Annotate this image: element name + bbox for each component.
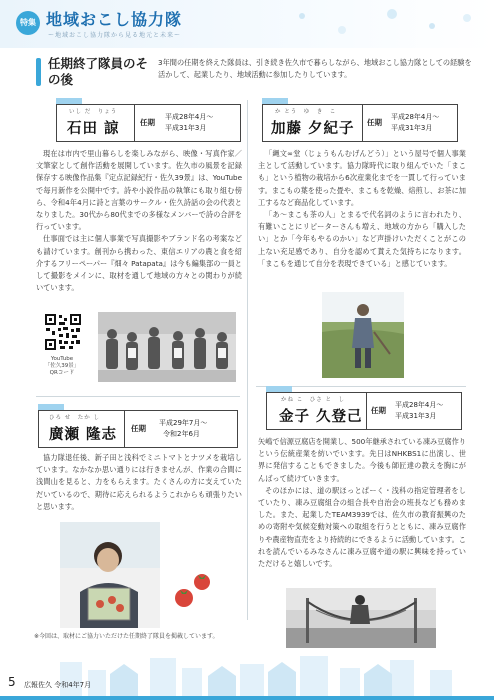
paragraph: 現在は市内で里山暮らしを楽しみながら、映像・写真作家／文筆家として創作活動を展開しています。佐久市の風景を記録保存する映像作品集『定点記録紀行・佐久39景』は、YouTubeで毎月新作を公開中です。詩や小説作品の執筆にも取り組む傍ら、令和4年4月に詩と言葉のサークル・佐久詩話の会の代表となりました。30代から80代までの多様なメンバーで詩の合評を行っています。 xyxy=(36,149,242,232)
section-title: 任期終了隊員のその後 xyxy=(48,56,149,87)
header-tab xyxy=(38,404,64,410)
person-header-kato xyxy=(262,104,458,142)
feature-badge: 特集 xyxy=(16,11,40,35)
paragraph: そのほかには、道の駅ほっとぱーく・浅科の指定管理者をしていたり、凍み豆腐組合の組合長や自治会の班長なども務めました。また、起業したTEAM3939では、佐久市の教育振興のための寄附や気候変動対策への取組を行うとともに、凍み豆腐作りや農産物直売をより持続的にできるように活動しています。これを読んでいるみなさんに凍み豆腐や道の駅に興味を持っていただけると嬉しいです。 xyxy=(258,485,466,569)
tomato-illustration xyxy=(172,572,218,612)
page-header xyxy=(0,0,494,48)
paragraph: 仕事面では主に個人事業で写真撮影やブランド名の考案なども請けています。創刊から携わった、東信エリアの農と食を紹介するフリーペーパー『畑々 Patapata』は今も編集部の一員として撮影をメインに、取材を通して地域の方々との関わりが続いています。 xyxy=(36,234,242,293)
person-body-kato xyxy=(258,148,466,270)
person-body-hirose xyxy=(36,452,242,513)
header-tab xyxy=(262,98,288,104)
column-divider xyxy=(247,100,248,620)
name-ruby: か とう ゆ き こ xyxy=(275,109,337,115)
intro-text: 3年間の任期を終えた隊員は、引き続き佐久市で暮らしながら、地域おこし協力隊としての経験を活かして、起業したり、地域活動に参加したりしています。 xyxy=(158,58,472,79)
person-name: 石田 諒 xyxy=(67,121,120,137)
person-header-hirose xyxy=(38,410,238,448)
name-ruby: かね こ ひさ と し xyxy=(281,397,345,403)
qr-caption: YouTube 「佐久39景」 QRコード xyxy=(44,356,80,376)
person-header-kaneko xyxy=(266,392,462,430)
term-label: 任期 xyxy=(140,118,155,127)
name-ruby: いし だ りょう xyxy=(69,109,118,115)
footnote: ※今回は、取材にご協力いただけた任期終了隊員を掲載しています。 xyxy=(34,633,219,640)
term-start: 平成28年4月〜 xyxy=(165,113,214,121)
term-end: 平成31年3月 xyxy=(395,412,437,420)
person-header-ishida xyxy=(56,104,241,142)
person-name: 廣瀬 隆志 xyxy=(49,427,118,443)
term-label: 任期 xyxy=(367,118,382,127)
person-body-kaneko xyxy=(258,436,466,570)
paragraph: 協力隊退任後、新子田と浅科でミニトマトとナツメを栽培しています。なかなか思い通りには行きませんが、作業の合間に浅間山を見ると、力をもらえます。たくさんの方に支えていただいているので、期待に応えられるようこれからも頑張りたいと思います。 xyxy=(36,453,242,511)
field-photo xyxy=(322,292,404,378)
paragraph: 矢嶋で信源豆腐店を開業し、500年継承されている凍み豆腐作りという伝統産業を紡いでいます。先日はNHKBS1に出演し、世界に発信することもできました。今後も師匠達の教えを胸にがんばって続けていきます。 xyxy=(258,437,466,483)
term-label: 任期 xyxy=(131,424,146,433)
term-start: 平成29年7月〜 xyxy=(159,419,208,427)
person-name: 金子 久登己 xyxy=(279,409,363,425)
paragraph: 「あ〜まこも茶の人」とまるで代名詞のように言われたり、有難いことにリピーターさんも増え、地域の方から「購入したい」とか「今年もやるのかい」など声掛けいただくことがこの上ない充足感であり、自分を認めて貰えた気持ちになります。「まこもを通じて自分を表現できている」と感じています。 xyxy=(258,210,466,268)
intro-accent xyxy=(36,58,41,86)
publication-name: 広報佐久 令和4年7月 xyxy=(24,681,92,689)
hammock-photo xyxy=(286,588,436,648)
qr-code[interactable] xyxy=(44,313,82,351)
term-label: 任期 xyxy=(371,406,386,415)
term-start: 平成28年4月〜 xyxy=(395,401,444,409)
page-title: 地域おこし協力隊 xyxy=(46,10,183,29)
footer-cityscape xyxy=(0,640,494,700)
term-start: 平成28年4月〜 xyxy=(391,113,440,121)
header-tab xyxy=(56,98,82,104)
person-body-ishida xyxy=(36,148,242,294)
term-end: 平成31年3月 xyxy=(165,124,207,132)
person-name: 加藤 夕紀子 xyxy=(271,121,355,137)
header-tab xyxy=(266,386,292,392)
row-divider xyxy=(36,396,240,397)
decorative-dots xyxy=(282,6,482,42)
farmer-photo xyxy=(60,522,160,628)
page-number: 5 xyxy=(8,675,16,689)
name-ruby: ひろ せ たか し xyxy=(49,415,100,421)
page-subtitle: ー地域おこし協力隊から見る地元と未来ー xyxy=(48,32,182,39)
group-photo xyxy=(98,312,236,382)
term-end: 令和2年6月 xyxy=(163,430,200,438)
paragraph: 「縄文∞堂（じょうもんむげんどう）」という屋号で個人事業主として活動しています。協力隊時代に取り組んでいた「まこも」という植物の栽培から6次産業化までを一貫して行っています。まこもの葉を使った畳や、まこもを乾燥、焙煎し、お茶に加工するなど商品化しています。 xyxy=(258,149,466,207)
term-end: 平成31年3月 xyxy=(391,124,433,132)
